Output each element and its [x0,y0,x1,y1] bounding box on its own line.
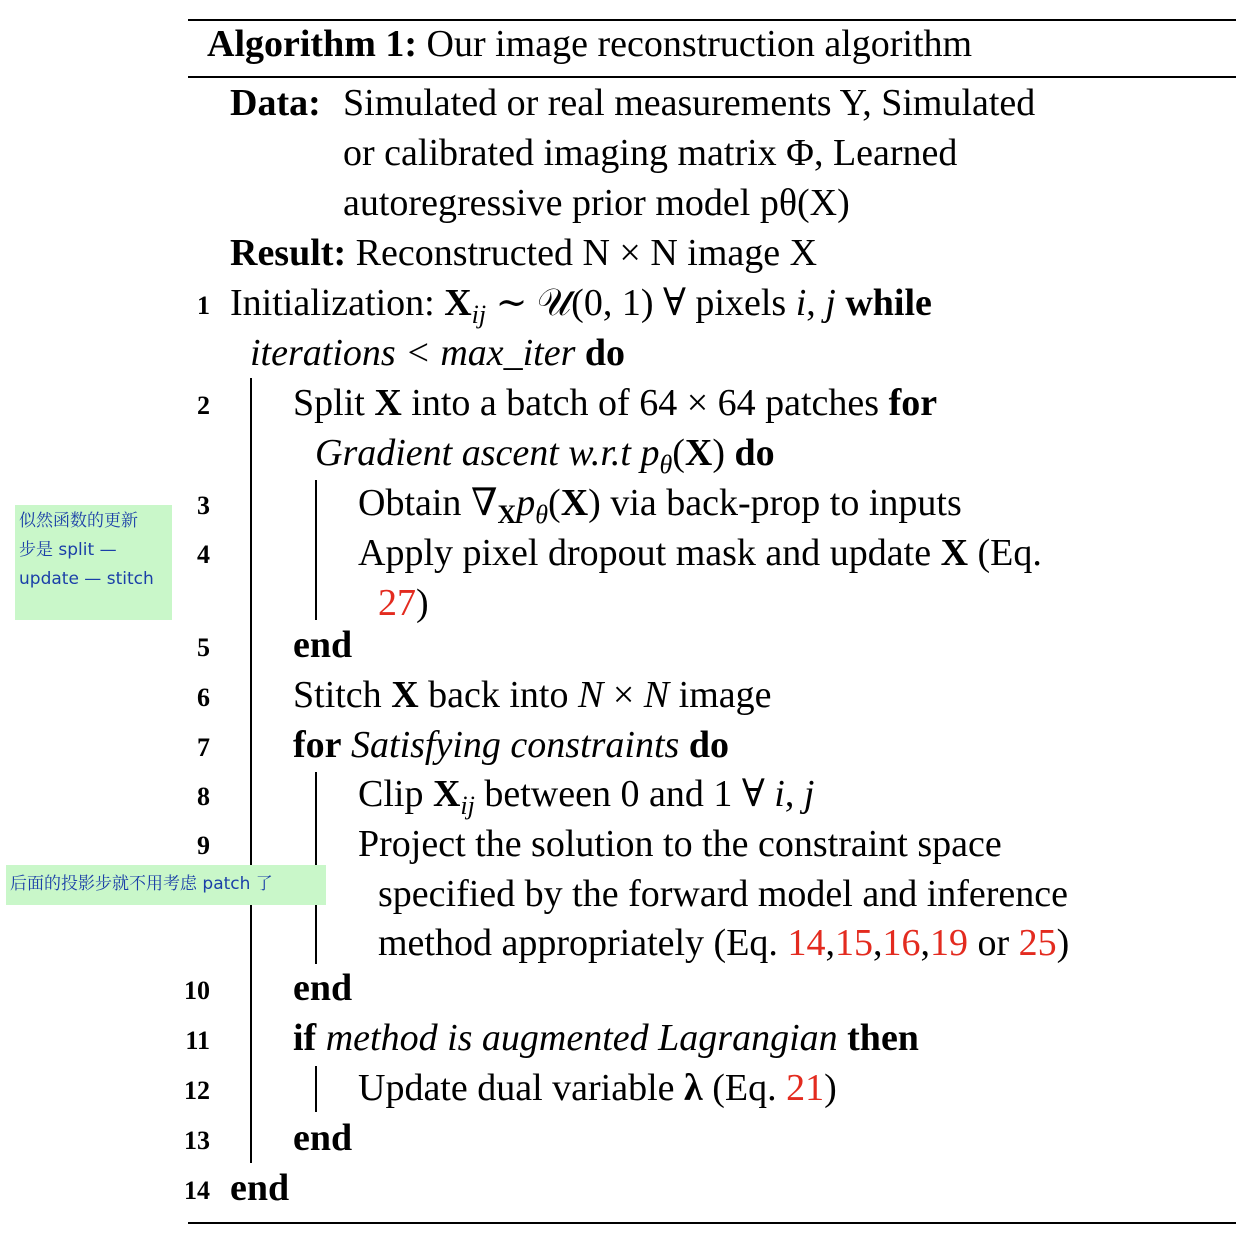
line-number-1: 1 [197,291,210,320]
line-14: end [230,1167,290,1209]
data-label: Data: [230,82,321,124]
if-scope-bar [315,1066,317,1112]
line-6: Stitch X back into N × N image [293,674,772,716]
line-1-cont: iterations < max_iter do [250,332,626,374]
line-9-cont-1: specified by the forward model and inference [378,873,1069,915]
annotation-note-1[interactable]: 似然函数的更新 步是 split — update — stitch [15,505,172,620]
line-number-14: 14 [184,1176,210,1205]
data-text-line-3: autoregressive prior model pθ(X) [343,182,850,224]
line-3: Obtain $\nabla_Xp_\theta(X)$ via back-prop to inputs [358,482,962,529]
line-4-cont: 27) [378,582,429,624]
line-number-8: 8 [197,782,210,811]
eq-14-link[interactable]: 14 [787,922,826,964]
title-rule [188,76,1236,78]
line-number-7: 7 [197,733,210,762]
line-number-6: 6 [197,683,210,712]
line-4: Apply pixel dropout mask and update X (Eq. [358,532,1042,574]
line-number-9: 9 [197,831,210,860]
eq-16-link[interactable]: 16 [882,922,921,964]
line-10: end [293,967,353,1009]
line-8: Clip $X_{ij}$ between 0 and 1 ∀ i, j [358,773,815,820]
result-line [230,230,817,276]
line-11: if method is augmented Lagrangian then [293,1017,919,1059]
while-scope-bar [250,378,252,1163]
line-number-2: 2 [197,391,210,420]
line-number-4: 4 [197,540,210,569]
line-2-cont: Gradient ascent w.r.t $p_\theta(X)$ do [315,432,775,479]
line-7: for Satisfying constraints do [293,724,729,766]
data-text-line-1: Simulated or real measurements Y, Simulated [343,82,1036,124]
line-number-10: 10 [184,976,210,1005]
keyword-while: while [845,282,932,324]
eq-27-link[interactable]: 27 [378,582,416,624]
algorithm-title-text: Our image reconstruction algorithm [426,23,973,65]
line-number-11: 11 [185,1026,210,1055]
top-rule [188,19,1236,21]
line-12: Update dual variable λ (Eq. 21) [358,1067,837,1109]
result-text: Reconstructed N × N image X [355,232,818,274]
algorithm-label: Algorithm 1: [207,23,418,65]
result-label: Result: [230,232,347,274]
data-text-line-2: or calibrated imaging matrix Φ, Learned [343,132,958,174]
eq-15-link[interactable]: 15 [834,922,873,964]
line-1: Initialization: $X_{ij}$ ∼ 𝒰(0, 1) ∀ pixels i, j while [230,282,932,329]
line-number-5: 5 [197,633,210,662]
line-13: end [293,1117,353,1159]
line-number-3: 3 [197,491,210,520]
algorithm-title [207,22,972,66]
eq-25-link[interactable]: 25 [1018,922,1057,964]
line-9-cont-2: method appropriately (Eq. 14,15,16,19 or 25) [378,922,1070,964]
line-number-13: 13 [184,1126,210,1155]
line-9: Project the solution to the constraint space [358,823,1002,865]
line-5: end [293,624,353,666]
bottom-rule [188,1222,1236,1224]
eq-21-link[interactable]: 21 [786,1067,825,1109]
line-2: Split X into a batch of 64 × 64 patches for [293,382,938,424]
eq-19-link[interactable]: 19 [929,922,968,964]
annotation-note-2[interactable]: 后面的投影步就不用考虑 patch 了 [6,865,326,905]
for-gradient-scope-bar [315,480,317,620]
line-number-12: 12 [184,1076,210,1105]
